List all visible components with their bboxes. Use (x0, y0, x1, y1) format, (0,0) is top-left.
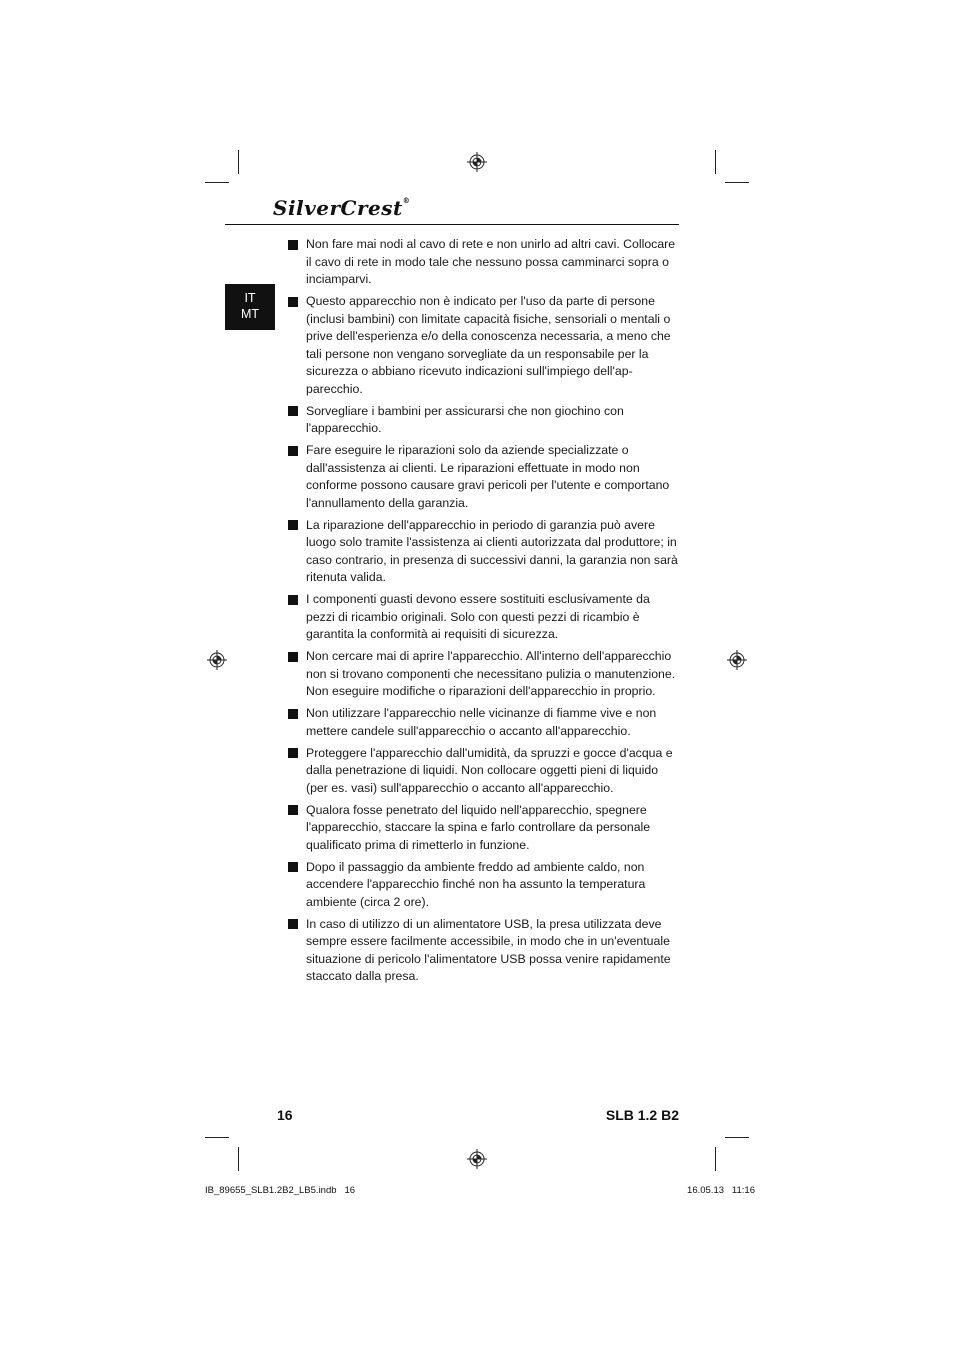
square-bullet-icon (288, 446, 298, 456)
list-item-text: La riparazione dell'apparecchio in periodo di garanzia può avere luogo solo tramite l'assistenza ai clienti autorizzata dal produttore; in caso contrario, in presenza di successivi danni, la garanzia non sarà ritenuta valida. (306, 517, 678, 584)
crop-mark (715, 150, 716, 174)
crop-mark (205, 1137, 229, 1138)
list-item (288, 293, 680, 398)
list-item (288, 859, 680, 912)
square-bullet-icon (288, 709, 298, 719)
language-code-it: IT (244, 291, 256, 305)
square-bullet-icon (288, 406, 298, 416)
registration-mark-icon (467, 152, 487, 172)
list-item-text: I componenti guasti devono essere sostituiti esclusivamente da pezzi di ricambio originali. Solo con questi pezzi di ricambio è garantita la conformità ai requisiti di sicurezza. (306, 592, 650, 641)
list-item-text: Sorvegliare i bambini per assicurarsi che non giochino con l'apparecchio. (306, 403, 624, 435)
list-item (288, 745, 680, 798)
registration-mark-icon (727, 650, 747, 670)
list-item (288, 442, 680, 512)
registration-mark-icon (467, 1149, 487, 1169)
safety-instructions-list (288, 236, 680, 990)
square-bullet-icon (288, 919, 298, 929)
list-item (288, 916, 680, 986)
square-bullet-icon (288, 862, 298, 872)
list-item (288, 517, 680, 587)
crop-mark (238, 1147, 239, 1171)
print-file-info: IB_89655_SLB1.2B2_LB5.indb 16 (205, 1185, 356, 1196)
print-date-time: 16.05.13 11:16 (687, 1185, 755, 1196)
square-bullet-icon (288, 805, 298, 815)
crop-mark (725, 182, 749, 183)
language-code-mt: MT (240, 307, 260, 321)
square-bullet-icon (288, 240, 298, 250)
list-item-text: In caso di utilizzo di un alimentatore USB, la presa utilizzata deve sempre essere facilmente accessibile, in modo che in un'eventuale situazione di pericolo l'alimentatore USB possa venire rapidamente staccato dalla presa. (306, 916, 671, 983)
brand-trademark: ® (402, 196, 411, 205)
model-number: SLB 1.2 B2 (605, 1107, 679, 1123)
brand-logo (273, 196, 410, 220)
list-item-text: Questo apparecchio non è indicato per l'uso da parte di persone (inclusi bambini) con limitate capacità fisiche, sensoriali o mentali o prive dell'esperienza e/o della conoscenza necessaria, a meno che tali persone non vengano sorvegliate da un responsabile per la sicurezza o abbiano ricevuto indicazioni sull'impiego dell'apparecchio. (306, 294, 671, 396)
square-bullet-icon (288, 652, 298, 662)
square-bullet-icon (288, 520, 298, 530)
crop-mark (205, 182, 229, 183)
list-item (288, 591, 680, 644)
registration-mark-icon (207, 650, 227, 670)
list-item-text: Non fare mai nodi al cavo di rete e non unirlo ad altri cavi. Collocare il cavo di rete in modo tale che nessuno possa camminarci sopra o inciamparvi. (306, 237, 676, 286)
list-item (288, 705, 680, 740)
list-item-text: Non utilizzare l'apparecchio nelle vicinanze di fiamme vive e non mettere candele sull'apparecchio o accanto all'apparecchio. (306, 706, 657, 738)
page-number: 16 (277, 1107, 293, 1123)
square-bullet-icon (288, 748, 298, 758)
list-item-text: Proteggere l'apparecchio dall'umidità, da spruzzi e gocce d'acqua e dalla penetrazione di liquidi. Non collocare oggetti pieni di liquido (per es. vasi) sull'apparecchio o accanto all'apparecchio. (306, 745, 673, 795)
list-item-text: Non cercare mai di aprire l'apparecchio. All'interno dell'apparecchio non si trovano componenti che necessitano pulizia o manutenzione. Non eseguire modifiche o riparazioni dell'apparecchio in proprio. (306, 649, 676, 698)
list-item (288, 648, 680, 701)
list-item (288, 802, 680, 855)
list-item-text: Dopo il passaggio da ambiente freddo ad ambiente caldo, non accendere l'apparecchio finché non ha assunto la temperatura ambiente (circa 2 ore). (306, 859, 646, 909)
list-item (288, 236, 680, 289)
list-item-text: Qualora fosse penetrato del liquido nell'apparecchio, spegnere l'apparecchio, staccare la spina e farlo controllare da personale qualificato prima di rimetterlo in funzione. (306, 802, 651, 852)
square-bullet-icon (288, 297, 298, 307)
language-tab (225, 284, 275, 330)
square-bullet-icon (288, 595, 298, 605)
crop-mark (725, 1137, 749, 1138)
list-item (288, 403, 680, 438)
list-item-text: Fare eseguire le riparazioni solo da aziende specializzate o dall'assistenza ai clienti. Le riparazioni effettuate in modo non conforme possono causare gravi pericoli per l'utente e comportano l'annullamento della garanzia. (306, 443, 670, 510)
brand-name: SilverCrest (273, 196, 403, 220)
crop-mark (238, 150, 239, 174)
header-divider (225, 224, 679, 225)
crop-mark (715, 1147, 716, 1171)
